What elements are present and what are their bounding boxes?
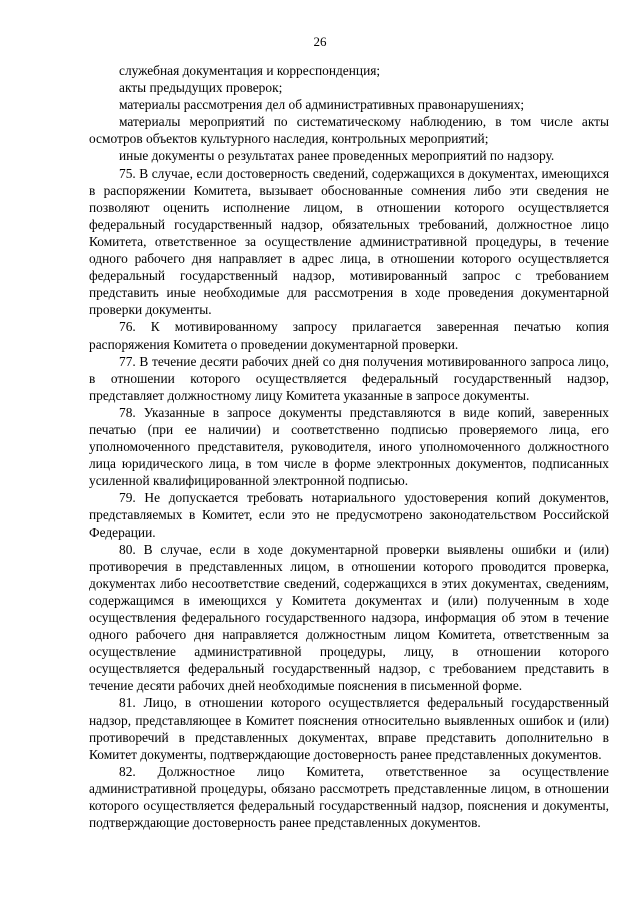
paragraph-82: 82. Должностное лицо Комитета, ответственное за осуществление административной процедуры, обязано рассмотреть представленные лицом, в отношении которого осуществляется федеральный государственный надзор, пояснения и документы, подтверждающие достоверность ранее представленных документов. [89, 763, 609, 831]
paragraph-78: 78. Указанные в запросе документы представляются в виде копий, заверенных печатью (при ее наличии) и соответственно подписью проверяемого лица, его уполномоченного представителя, руководителя, иного уполномоченного должностного лица юридического лица, в том числе в форме электронных документов, подписанных усиленной квалифицированной электронной подписью. [89, 404, 609, 489]
paragraph-81: 81. Лицо, в отношении которого осуществляется федеральный государственный надзор, представляющее в Комитет пояснения относительно выявленных ошибок и (или) противоречий в представленных документах, вправе представить дополнительно в Комитет документы, подтверждающие достоверность ранее представленных документов. [89, 695, 609, 762]
document-body [89, 62, 609, 831]
list-item-monitoring-materials: материалы мероприятий по систематическому наблюдению, в том числе акты осмотров объектов культурного наследия, контрольных мероприятий; [89, 114, 609, 147]
paragraph-75: 75. В случае, если достоверность сведений, содержащихся в документах, имеющихся в распоряжении Комитета, вызывает обоснованные сомнения либо эти сведения не позволяют оценить исполнение лицом, в отношении которого осуществляется федеральный государственный надзор, обязательных требований, должностное лицо Комитета, ответственное за осуществление административной процедуры, в течение одного рабочего дня направляет в адрес лица, в отношении которого осуществляется федеральный государственный надзор, мотивированный запрос с требованием представить иные необходимые для рассмотрения в ходе проведения документарной проверки документы. [89, 165, 609, 318]
list-item-other-documents: иные документы о результатах ранее проведенных мероприятий по надзору. [119, 148, 555, 164]
paragraph-79: 79. Не допускается требовать нотариального удостоверения копий документов, представляемых в Комитет, если это не предусмотрено законодательством Российской Федерации. [89, 490, 609, 540]
paragraph-77: 77. В течение десяти рабочих дней со дня получения мотивированного запроса лицо, в отношении которого осуществляется федеральный государственный надзор, представляет должностному лицу Комитета указанные в запросе документы. [89, 353, 609, 403]
list-item-previous-inspection-acts: акты предыдущих проверок; [119, 80, 283, 96]
list-item-administrative-offense-materials: материалы рассмотрения дел об административных правонарушениях; [119, 97, 525, 113]
paragraph-76: 76. К мотивированному запросу прилагается заверенная печатью копия распоряжения Комитета о проведении документарной проверки. [89, 319, 609, 352]
page-number: 26 [313, 34, 327, 49]
list-item-service-documentation: служебная документация и корреспонденция; [119, 63, 381, 78]
paragraph-80: 80. В случае, если в ходе документарной проверки выявлены ошибки и (или) противоречия в представленных лицом, в отношении которого проводится проверка, документах либо несоответствие сведений, содержащихся в этих документах, сведениям, содержащимся в имеющихся у Комитета документах и (или) полученным в ходе осуществления федерального государственного надзора, информация об этом в течение одного рабочего дня направляется должностным лицом Комитета, ответственным за осуществление административной процедуры, лицу, в отношении которого осуществляется федеральный государственный надзор, с требованием представить в течение десяти рабочих дней необходимые пояснения в письменной форме. [89, 541, 609, 694]
